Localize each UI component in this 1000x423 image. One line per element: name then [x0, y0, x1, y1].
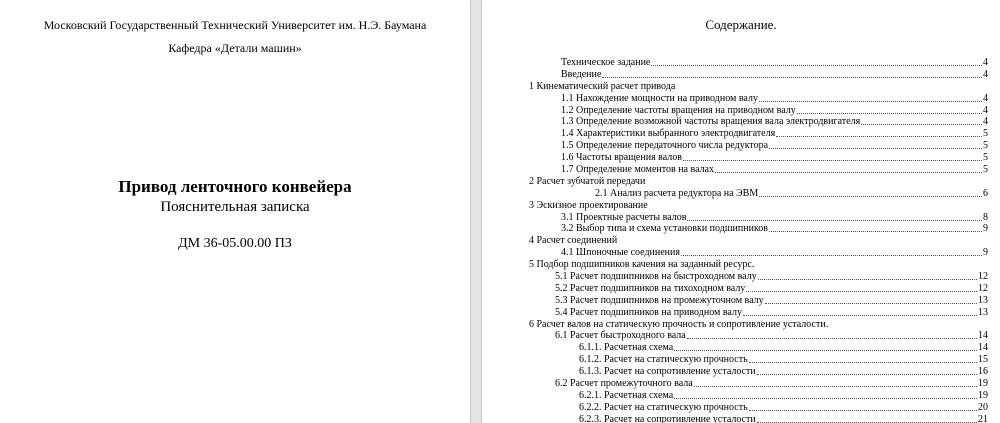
toc-entry-page: 16: [978, 366, 988, 378]
toc-entry[interactable]: [482, 176, 1000, 188]
toc-dot-leader: [861, 124, 982, 125]
toc-entry-text: 5.1 Расчет подшипников на быстроходном валу: [555, 271, 757, 283]
toc-entry[interactable]: [482, 330, 1000, 342]
toc-entry-text: 6.2.3. Расчет на сопротивление усталости: [579, 413, 756, 423]
toc-entry-page: 14: [978, 330, 988, 342]
document-code: ДМ 36-05.00.00 ПЗ: [178, 236, 292, 251]
toc-entry[interactable]: [482, 116, 1000, 128]
toc-entry-text: 3 Эскизное проектирование: [529, 199, 648, 211]
toc-entry[interactable]: [482, 319, 1000, 331]
toc-entry[interactable]: [482, 378, 1000, 390]
toc-dot-leader: [694, 386, 977, 387]
toc-entry-text: 2.1 Анализ расчета редуктора на ЭВМ: [595, 187, 759, 199]
toc-dot-leader: [749, 410, 977, 411]
toc-entry[interactable]: [482, 128, 1000, 140]
toc-dot-leader: [651, 65, 982, 66]
toc-entry-page: 14: [978, 342, 988, 354]
toc-entry-text: 5.2 Расчет подшипников на тихоходном валу: [555, 282, 746, 294]
toc-entry[interactable]: [482, 247, 1000, 259]
toc-entry[interactable]: [482, 105, 1000, 117]
toc-entry-page: 5: [983, 152, 988, 164]
toc-entry[interactable]: [482, 81, 1000, 93]
toc-entry-page: 15: [978, 354, 988, 366]
toc-entry[interactable]: [482, 295, 1000, 307]
toc-entry-text: 4.1 Шпоночные соединения: [561, 247, 680, 259]
toc-entry-text: 5.3 Расчет подшипников на промежуточном валу: [555, 294, 764, 306]
toc-entry-page: 4: [983, 68, 988, 80]
toc-entry-page: 5: [983, 164, 988, 176]
toc-entry[interactable]: [482, 354, 1000, 366]
toc-entry[interactable]: [482, 212, 1000, 224]
toc-entry-page: 4: [983, 116, 988, 128]
toc-dot-leader: [749, 362, 977, 363]
toc-entry[interactable]: [482, 402, 1000, 414]
toc-dot-leader: [769, 231, 982, 232]
toc-entry-text: Введение: [561, 68, 602, 80]
toc-entry[interactable]: [482, 57, 1000, 69]
toc-entry-page: 13: [978, 306, 988, 318]
toc-entry-page: 13: [978, 294, 988, 306]
toc-entry[interactable]: [482, 342, 1000, 354]
toc-entry-page: 20: [978, 401, 988, 413]
university-name: Московский Государственный Технический Университет им. Н.Э. Баумана: [43, 18, 427, 32]
toc-entry[interactable]: [482, 271, 1000, 283]
toc-entry-page: 12: [978, 282, 988, 294]
title-page: [0, 0, 470, 423]
toc-entry[interactable]: [482, 223, 1000, 235]
toc-entry-text: 4 Расчет соединений: [529, 235, 618, 247]
toc-entry-page: 8: [983, 211, 988, 223]
contents-page: [482, 0, 1000, 423]
toc-dot-leader: [683, 160, 982, 161]
toc-entry-text: 5.4 Расчет подшипников на приводном валу: [555, 306, 742, 318]
toc-entry[interactable]: [482, 390, 1000, 402]
toc-entry-page: 12: [978, 271, 988, 283]
toc-entry[interactable]: [482, 414, 1000, 423]
toc-entry-text: Техническое задание: [561, 57, 651, 68]
toc-entry-page: 9: [983, 223, 988, 235]
toc-entry-text: 1.5 Определение передаточного числа редуктора: [561, 140, 769, 152]
toc-entry[interactable]: [482, 307, 1000, 319]
toc-entry-page: 4: [983, 92, 988, 104]
toc-entry[interactable]: [482, 140, 1000, 152]
toc-entry-text: 2 Расчет зубчатой передачи: [529, 175, 646, 187]
toc-entry[interactable]: [482, 283, 1000, 295]
toc-entry-text: 1.7 Определение моментов на валах: [561, 164, 715, 176]
toc-dot-leader: [797, 113, 982, 114]
toc-entry[interactable]: [482, 366, 1000, 378]
toc-entry-text: 6.2.1. Расчетная схема: [579, 389, 674, 401]
toc-entry-text: 6 Расчет валов на статическую прочность и сопротивление усталости.: [529, 318, 829, 330]
toc-dot-leader: [715, 172, 982, 173]
toc-dot-leader: [759, 196, 982, 197]
toc-entry[interactable]: [482, 152, 1000, 164]
toc-entry-page: 9: [983, 247, 988, 259]
toc-entry[interactable]: [482, 188, 1000, 200]
toc-entry-text: 3.1 Проектные расчеты валов: [561, 211, 687, 223]
toc-entry-page: 5: [983, 128, 988, 140]
toc-entry-text: 6.1.2. Расчет на статическую прочность: [579, 354, 748, 366]
toc-entry-page: 21: [978, 413, 988, 423]
toc-entry[interactable]: [482, 259, 1000, 271]
toc-entry-page: 19: [978, 378, 988, 390]
document-title: Привод ленточного конвейера: [118, 177, 352, 196]
toc-dot-leader: [765, 303, 977, 304]
toc-entry-text: 1.6 Частоты вращения валов: [561, 152, 683, 164]
toc-entry-text: 5 Подбор подшипников качения на заданный ресурс.: [529, 259, 755, 271]
toc-entry-page: 6: [983, 187, 988, 199]
toc-entry[interactable]: [482, 235, 1000, 247]
toc-entry-text: 1 Кинематический расчет привода: [529, 80, 676, 92]
toc-entry-text: 1.4 Характеристики выбранного электродвигателя: [561, 128, 776, 140]
toc-entry-text: 1.1 Нахождение мощности на приводном валу: [561, 92, 758, 104]
toc-entry-page: 4: [983, 57, 988, 68]
toc-dot-leader: [743, 315, 977, 316]
toc-dot-leader: [674, 350, 977, 351]
toc-dot-leader: [746, 291, 977, 292]
toc-entry-text: 6.1.3. Расчет на сопротивление усталости: [579, 366, 756, 378]
toc-dot-leader: [757, 374, 977, 375]
toc-heading: Содержание.: [705, 17, 777, 32]
document-subtitle: Пояснительная записка: [160, 199, 310, 215]
toc-entry-text: 6.1 Расчет быстроходного вала: [555, 330, 686, 342]
toc-entry-text: 3.2 Выбор типа и схема установки подшипников: [561, 223, 769, 235]
toc-entry[interactable]: [482, 164, 1000, 176]
toc-dot-leader: [758, 279, 977, 280]
toc-entry-text: 1.2 Определение частоты вращения на приводном валу: [561, 104, 796, 116]
toc-dot-leader: [687, 220, 982, 221]
toc-dot-leader: [776, 136, 982, 137]
toc-dot-leader: [602, 77, 982, 78]
toc-entry-text: 6.2.2. Расчет на статическую прочность: [579, 401, 748, 413]
toc-entry-text: 6.2 Расчет промежуточного вала: [555, 378, 693, 390]
toc-dot-leader: [681, 255, 982, 256]
toc-entry-page: 19: [978, 389, 988, 401]
toc-entry-page: 5: [983, 140, 988, 152]
toc-entry-page: 4: [983, 104, 988, 116]
toc-dot-leader: [687, 338, 977, 339]
toc-entry-text: 6.1.1. Расчетная схема: [579, 342, 674, 354]
toc-dot-leader: [759, 101, 982, 102]
toc-entry[interactable]: [482, 93, 1000, 105]
toc-dot-leader: [674, 398, 977, 399]
toc-entry[interactable]: [482, 69, 1000, 81]
table-of-contents: [482, 57, 1000, 423]
toc-dot-leader: [769, 148, 982, 149]
toc-entry-text: 1.3 Определение возможной частоты вращения вала электродвигателя: [561, 116, 861, 128]
toc-entry[interactable]: [482, 200, 1000, 212]
department-name: Кафедра «Детали машин»: [168, 41, 302, 55]
